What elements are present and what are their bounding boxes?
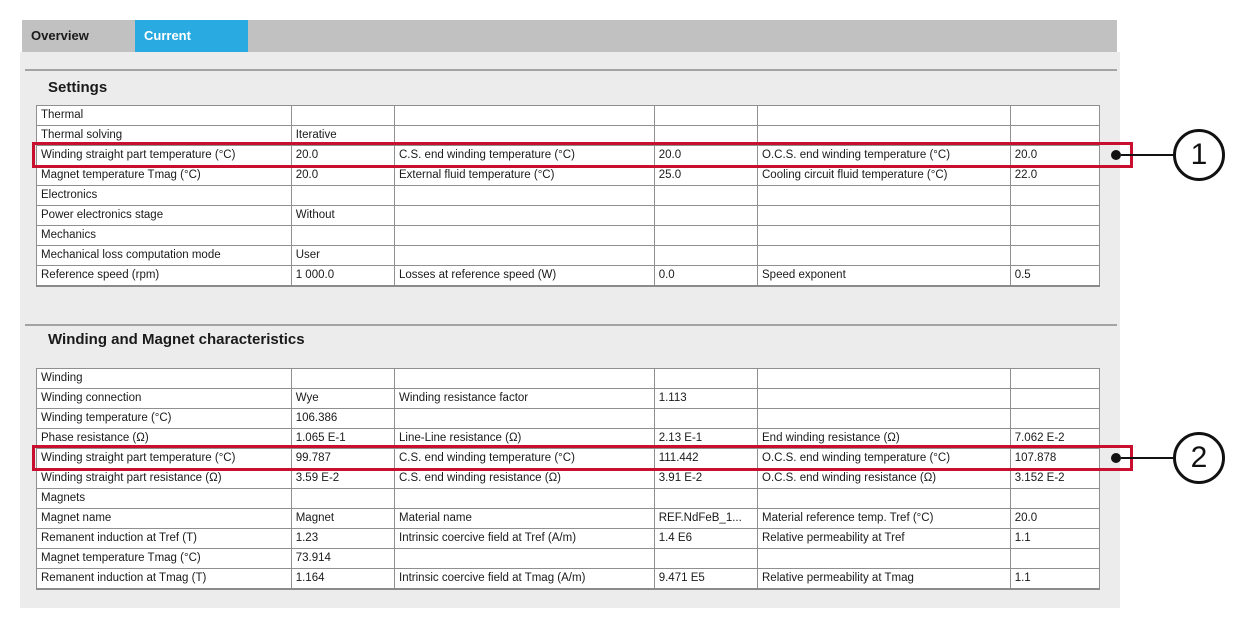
param-label-cell: Cooling circuit fluid temperature (°C) (758, 166, 1011, 186)
param-value-cell: 111.442 (654, 449, 757, 469)
section-header-cell (654, 226, 757, 246)
param-value-cell[interactable]: User (291, 246, 394, 266)
settings-section-title: Settings (48, 79, 108, 96)
param-value-cell (654, 409, 757, 429)
param-value-cell[interactable]: 0.0 (654, 266, 757, 287)
table-row (37, 549, 1100, 569)
param-value-cell (1010, 206, 1099, 226)
param-label-cell: C.S. end winding temperature (°C) (395, 449, 655, 469)
param-value-cell[interactable]: 20.0 (291, 146, 394, 166)
section-header-cell: Winding (37, 369, 292, 389)
param-label-cell: Winding straight part resistance (Ω) (37, 469, 292, 489)
param-value-cell[interactable]: 20.0 (1010, 509, 1099, 529)
callout-1-highlight-box (32, 142, 1133, 168)
param-label-cell: O.C.S. end winding temperature (°C) (758, 146, 1011, 166)
param-label-cell: Reference speed (rpm) (37, 266, 292, 287)
param-label-cell: Winding temperature (°C) (37, 409, 292, 429)
param-label-cell: Intrinsic coercive field at Tmag (A/m) (395, 569, 655, 590)
section-header-cell (758, 489, 1011, 509)
section-header-cell (654, 369, 757, 389)
section-header-cell: Magnets (37, 489, 292, 509)
section-header-cell (291, 369, 394, 389)
param-label-cell: End winding resistance (Ω) (758, 429, 1011, 449)
param-value-cell[interactable]: Wye (291, 389, 394, 409)
section-header-cell: Mechanics (37, 226, 292, 246)
param-label-cell: Power electronics stage (37, 206, 292, 226)
section-header-cell (758, 186, 1011, 206)
section-row (37, 106, 1100, 126)
section-header-cell (758, 369, 1011, 389)
section-header-cell (395, 369, 655, 389)
param-value-cell[interactable]: 25.0 (654, 166, 757, 186)
settings-table (36, 105, 1100, 287)
table-row (37, 409, 1100, 429)
section-header-cell (1010, 489, 1099, 509)
param-label-cell: C.S. end winding temperature (°C) (395, 146, 655, 166)
table-row (37, 389, 1100, 409)
param-value-cell[interactable]: Magnet (291, 509, 394, 529)
param-value-cell: 3.91 E-2 (654, 469, 757, 489)
param-value-cell[interactable]: 1.23 (291, 529, 394, 549)
param-value-cell: 1.1 (1010, 569, 1099, 590)
section-header-cell (395, 186, 655, 206)
param-label-cell: Phase resistance (Ω) (37, 429, 292, 449)
callout-2-bullet (1111, 453, 1121, 463)
param-value-cell: 107.878 (1010, 449, 1099, 469)
param-value-cell: 9.471 E5 (654, 569, 757, 590)
param-label-cell (758, 549, 1011, 569)
table-row (37, 206, 1100, 226)
param-value-cell (1010, 389, 1099, 409)
callout-2-circle: 2 (1173, 432, 1225, 484)
param-label-cell: Winding connection (37, 389, 292, 409)
param-label-cell (395, 246, 655, 266)
table-row (37, 166, 1100, 186)
section-header-cell (758, 226, 1011, 246)
param-label-cell: Line-Line resistance (Ω) (395, 429, 655, 449)
param-label-cell: Mechanical loss computation mode (37, 246, 292, 266)
param-value-cell (1010, 409, 1099, 429)
section-header-cell (1010, 226, 1099, 246)
param-label-cell: Magnet temperature Tmag (°C) (37, 166, 292, 186)
table-row (37, 529, 1100, 549)
tab-overview[interactable]: Overview (31, 28, 89, 43)
param-value-cell: 1.065 E-1 (291, 429, 394, 449)
param-value-cell (1010, 246, 1099, 266)
param-label-cell: O.C.S. end winding resistance (Ω) (758, 469, 1011, 489)
param-label-cell: Winding resistance factor (395, 389, 655, 409)
settings-group-divider (25, 69, 1117, 71)
section-header-cell (291, 226, 394, 246)
param-value-cell[interactable]: Iterative (291, 126, 394, 146)
section-header-cell (654, 186, 757, 206)
param-value-cell (654, 549, 757, 569)
param-value-cell: 99.787 (291, 449, 394, 469)
section-header-cell: Thermal (37, 106, 292, 126)
param-label-cell: Remanent induction at Tref (T) (37, 529, 292, 549)
callout-2-connector-line (1121, 457, 1174, 459)
param-label-cell: Thermal solving (37, 126, 292, 146)
param-label-cell: Intrinsic coercive field at Tref (A/m) (395, 529, 655, 549)
section-header-cell (1010, 369, 1099, 389)
param-label-cell (758, 389, 1011, 409)
param-value-cell (1010, 549, 1099, 569)
section-header-cell (654, 106, 757, 126)
winding-group-divider (25, 324, 1117, 326)
winding-magnet-table (36, 368, 1100, 590)
param-label-cell: Magnet temperature Tmag (°C) (37, 549, 292, 569)
section-header-cell (758, 106, 1011, 126)
param-value-cell[interactable]: 20.0 (291, 166, 394, 186)
section-header-cell (291, 489, 394, 509)
section-row (37, 226, 1100, 246)
section-header-cell (654, 489, 757, 509)
callout-1-bullet (1111, 150, 1121, 160)
param-label-cell: Material name (395, 509, 655, 529)
param-label-cell: Relative permeability at Tref (758, 529, 1011, 549)
param-value-cell[interactable]: 20.0 (1010, 146, 1099, 166)
param-value-cell (654, 206, 757, 226)
param-value-cell[interactable]: 1.113 (654, 389, 757, 409)
param-label-cell (395, 549, 655, 569)
param-label-cell: C.S. end winding resistance (Ω) (395, 469, 655, 489)
param-label-cell: O.C.S. end winding temperature (°C) (758, 449, 1011, 469)
param-label-cell (758, 206, 1011, 226)
callout-1-circle: 1 (1173, 129, 1225, 181)
param-value-cell[interactable]: 1.1 (1010, 529, 1099, 549)
param-label-cell: Magnet name (37, 509, 292, 529)
param-value-cell[interactable]: Without (291, 206, 394, 226)
callout-2-highlight-box (32, 445, 1133, 471)
table-row (37, 509, 1100, 529)
param-value-cell: 106.386 (291, 409, 394, 429)
param-label-cell: Relative permeability at Tmag (758, 569, 1011, 590)
param-value-cell[interactable]: 1.4 E6 (654, 529, 757, 549)
section-header-cell (1010, 106, 1099, 126)
section-header-cell (1010, 186, 1099, 206)
param-value-cell[interactable]: 0.5 (1010, 266, 1099, 287)
section-row (37, 489, 1100, 509)
param-value-cell: 2.13 E-1 (654, 429, 757, 449)
param-value-cell: 73.914 (291, 549, 394, 569)
section-header-cell (395, 489, 655, 509)
param-value-cell: 1.164 (291, 569, 394, 590)
param-value-cell: 3.152 E-2 (1010, 469, 1099, 489)
param-label-cell: Winding straight part temperature (°C) (37, 146, 292, 166)
tab-current[interactable]: Current (135, 20, 248, 52)
table-row (37, 469, 1100, 489)
param-label-cell: Remanent induction at Tmag (T) (37, 569, 292, 590)
param-value-cell[interactable]: REF.NdFeB_1... (654, 509, 757, 529)
param-label-cell: Winding straight part temperature (°C) (37, 449, 292, 469)
param-label-cell: External fluid temperature (°C) (395, 166, 655, 186)
section-header-cell (395, 106, 655, 126)
param-label-cell (395, 409, 655, 429)
param-value-cell: 3.59 E-2 (291, 469, 394, 489)
param-label-cell (395, 206, 655, 226)
winding-section-title: Winding and Magnet characteristics (48, 331, 305, 348)
param-label-cell: Losses at reference speed (W) (395, 266, 655, 287)
section-row (37, 186, 1100, 206)
table-row (37, 569, 1100, 590)
table-row (37, 266, 1100, 287)
param-value-cell[interactable]: 20.0 (654, 146, 757, 166)
callout-1-connector-line (1121, 154, 1174, 156)
param-label-cell: Material reference temp. Tref (°C) (758, 509, 1011, 529)
section-header-cell: Electronics (37, 186, 292, 206)
tab-bar (22, 20, 1117, 52)
table-row (37, 246, 1100, 266)
section-header-cell (395, 226, 655, 246)
param-value-cell[interactable]: 22.0 (1010, 166, 1099, 186)
section-header-cell (291, 106, 394, 126)
param-label-cell (758, 409, 1011, 429)
section-header-cell (291, 186, 394, 206)
section-row (37, 369, 1100, 389)
param-label-cell: Speed exponent (758, 266, 1011, 287)
param-label-cell (758, 246, 1011, 266)
param-value-cell: 7.062 E-2 (1010, 429, 1099, 449)
param-value-cell (654, 246, 757, 266)
param-value-cell[interactable]: 1 000.0 (291, 266, 394, 287)
